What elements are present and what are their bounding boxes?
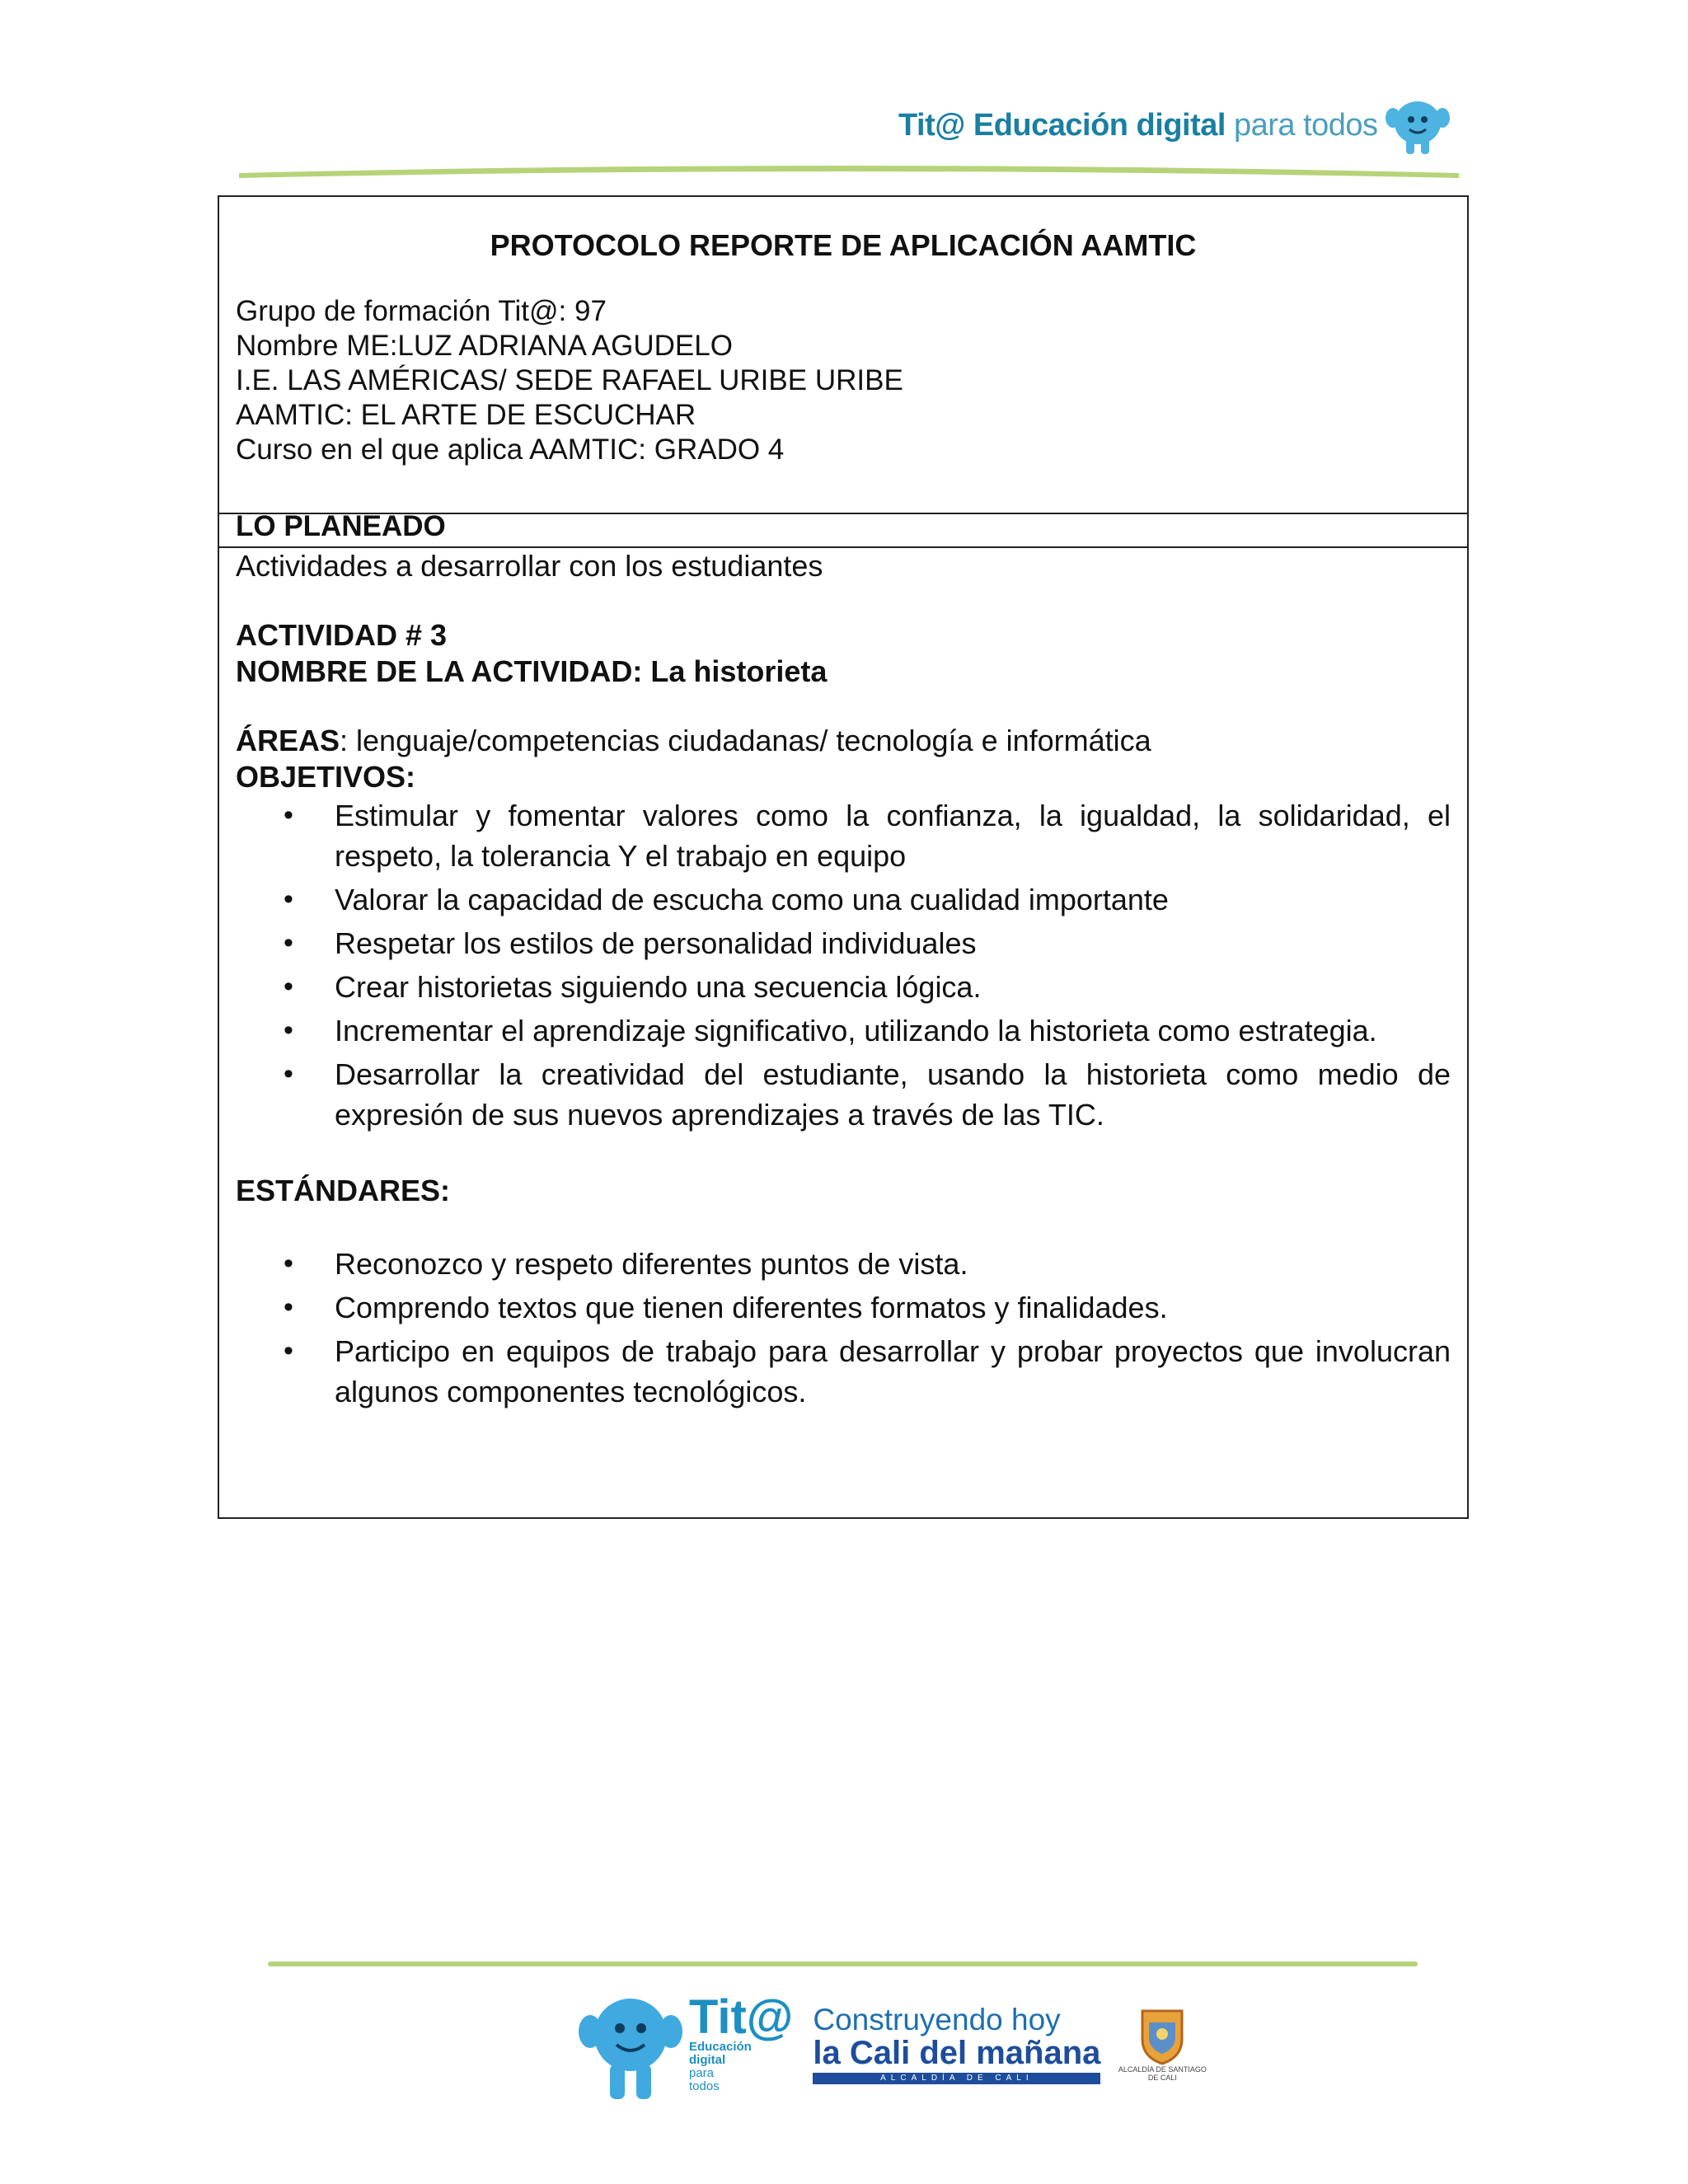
alcaldia-text: ALCALDÍA DE SANTIAGO DE CALI (1118, 2065, 1207, 2082)
info-aamtic: AAMTIC: EL ARTE DE ESCUCHAR (236, 399, 696, 431)
header-green-rule (239, 162, 1459, 180)
construyendo-text: Construyendo hoy (813, 2003, 1061, 2036)
tita-sub-3: para (689, 2066, 715, 2080)
tita-sub-2: digital (689, 2053, 726, 2067)
nombre-label: NOMBRE DE LA ACTIVIDAD: (236, 654, 643, 688)
info-nombre: Nombre ME:LUZ ADRIANA AGUDELO (236, 330, 733, 362)
tita-footer-title: Tit@ (689, 1990, 794, 2044)
list-item: • Estimular y fomentar valores como la confianza, la igualdad, la solidaridad, el respeto, la tolerancia Y el trabajo en equipo (236, 795, 1451, 876)
info-curso: Curso en el que aplica AAMTIC: GRADO 4 (236, 434, 785, 466)
actividad-name (236, 654, 1451, 690)
alcaldia-logo (1117, 2006, 1207, 2082)
lo-planeado-heading: LO PLANEADO (236, 510, 446, 542)
tita-sub-1: Educación (689, 2040, 752, 2054)
tita-sub-4: todos (689, 2079, 720, 2093)
brand-main-text: Tit@ Educación digital (898, 107, 1226, 143)
list-item: • Incrementar el aprendizaje significativo, utilizando la historieta como estrategia. (236, 1010, 1451, 1051)
document-title: PROTOCOLO REPORTE DE APLICACIÓN AAMTIC (490, 228, 1197, 262)
list-item: • Crear historietas siguiendo una secuencia lógica. (236, 967, 1451, 1007)
actividades-intro: Actividades a desarrollar con los estudiantes (236, 549, 823, 583)
tita-mascot-icon (577, 1982, 684, 2106)
areas-line (236, 723, 1451, 759)
actividad-number: ACTIVIDAD # 3 (236, 618, 448, 652)
objetivos-list (236, 795, 1451, 1135)
areas-value: : lenguaje/competencias ciudadanas/ tecnología e informática (340, 724, 1151, 757)
list-item: • Valorar la capacidad de escucha como una cualidad importante (236, 879, 1451, 920)
info-grupo: Grupo de formación Tit@: 97 (236, 295, 607, 327)
areas-label: ÁREAS (236, 724, 340, 757)
nombre-value: La historieta (650, 654, 828, 688)
estandares-heading: ESTÁNDARES: (236, 1174, 451, 1207)
document-header-section (219, 197, 1467, 467)
header-logo (898, 92, 1452, 158)
tita-mascot-icon (1383, 93, 1452, 157)
cali-manana-text: la Cali del mañana (813, 2035, 1101, 2071)
footer-green-rule (268, 1961, 1418, 1966)
planeado-body (236, 548, 1451, 1415)
objetivos-heading: OBJETIVOS: (236, 760, 416, 794)
tita-footer-logo (577, 1982, 793, 2106)
list-item: • Respetar los estilos de personalidad individuales (236, 923, 1451, 963)
list-item: • Desarrollar la creatividad del estudiante, usando la historieta como medio de expresión de sus nuevos aprendizajes a través de las TIC. (236, 1054, 1451, 1135)
construyendo-logo (813, 2004, 1100, 2084)
brand-light-text: para todos (1233, 107, 1378, 143)
list-item: • Participo en equipos de trabajo para desarrollar y probar proyectos que involucran algunos componentes tecnológicos. (236, 1331, 1451, 1412)
protocol-document (218, 195, 1469, 1519)
list-item: • Comprendo textos que tienen diferentes formatos y finalidades. (236, 1287, 1451, 1328)
estandares-list (236, 1244, 1451, 1412)
coat-of-arms-icon (1137, 2006, 1187, 2065)
footer-logos (577, 1982, 1207, 2106)
info-institucion: I.E. LAS AMÉRICAS/ SEDE RAFAEL URIBE URIBE (236, 364, 903, 396)
list-item: • Reconozco y respeto diferentes puntos de vista. (236, 1244, 1451, 1284)
alcaldia-band: ALCALDÍA DE CALI (813, 2073, 1100, 2084)
